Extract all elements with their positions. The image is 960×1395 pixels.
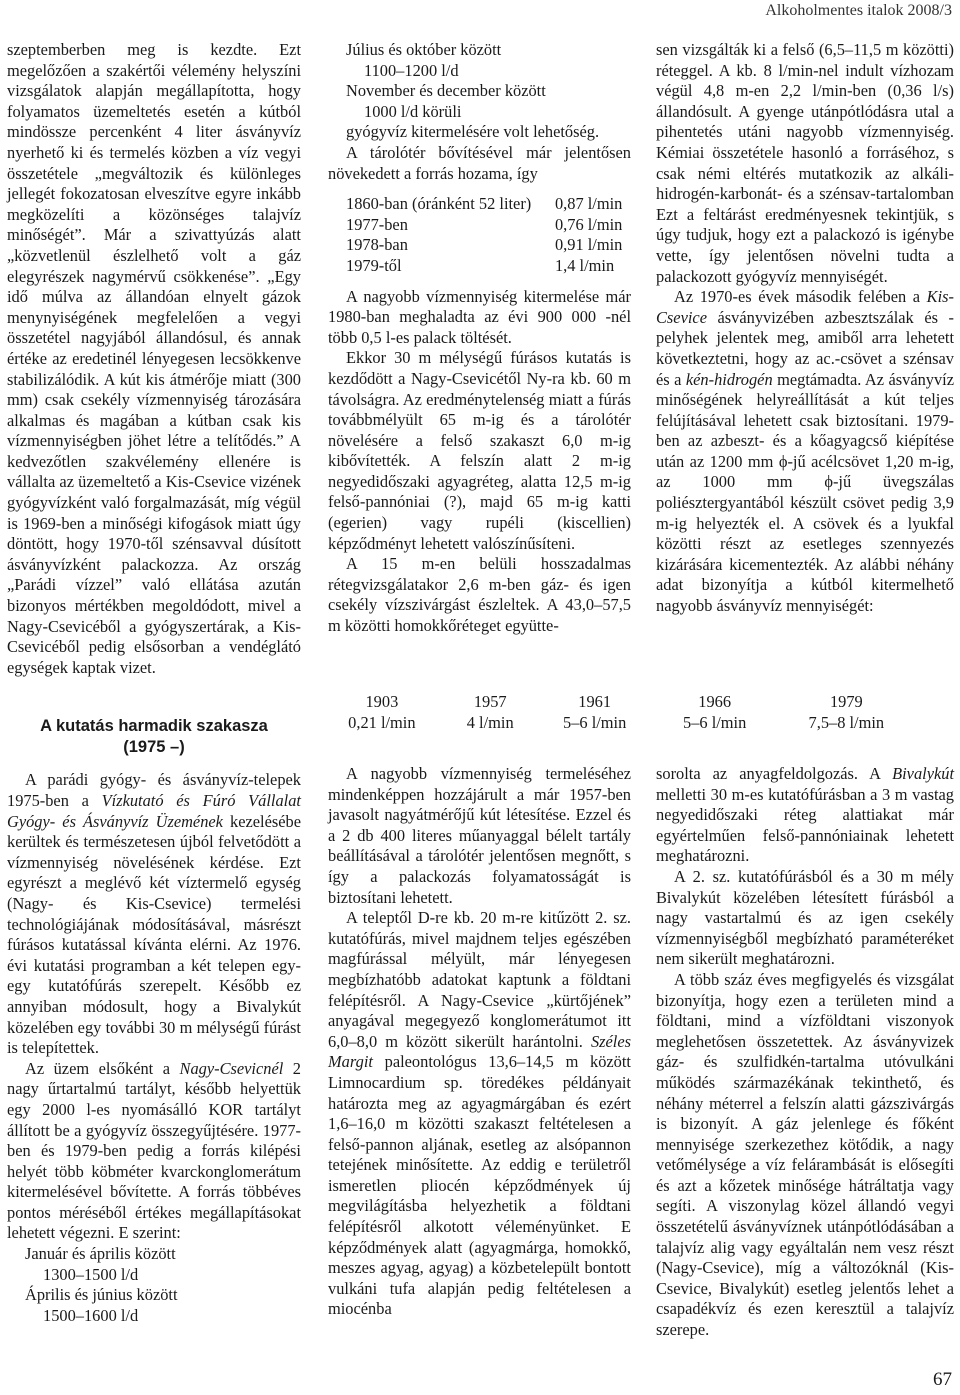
table-cell-value: 1,4 l/min xyxy=(554,255,615,275)
season-value: 1100–1200 l/d xyxy=(364,60,459,80)
paragraph: gyógyvíz kitermelésére volt lehetőség. xyxy=(346,122,600,142)
column-2-bottom xyxy=(328,764,631,1320)
season-label: Január és április között xyxy=(25,1244,176,1264)
year-cell: 1961 xyxy=(578,692,612,711)
season-label: November és december között xyxy=(346,81,546,101)
column-1 xyxy=(7,40,301,1326)
running-header: Alkoholmentes italok 2008/3 xyxy=(765,2,952,19)
paragraph: Ekkor 30 m mélységű fúrásos kutatás is kezdődött a Nagy-Csevicétől Ny-ra kb. 60 m távolságra. Az eredménytelenség miatt a fúrás továbbmélyült 65 m-ig és a tárolótér növelésére a felső szakaszt 6,0 m-ig kibővítették. A felszín alatt 2 m-ig negyedidőszaki agyagréteg, alatta 12,5 m-ig felső-pannóniai (?), majd 65 m-ig katti (egerien) vagy rupéli (kiscellien) képződményt lehetett valószínűsíteni. xyxy=(328,348,631,553)
flow-table xyxy=(346,194,631,276)
value-cell: 4 l/min xyxy=(466,712,514,732)
season-value: 1000 l/d körüli xyxy=(364,101,462,121)
table-row xyxy=(346,194,631,215)
value-cell: 0,21 l/min xyxy=(348,712,416,732)
paragraph: A nagyobb vízmennyiség termeléséhez mindenképpen hozzájárult a már 1957-ben javasolt nagyátmérőjű kút létesítése. Ezzel és a 2 db 400 literes műanyaggal bélelt tartály beállításával a tárolótér jelentősen megnőtt, s így a palackozás folyamatosságát is biztosítani lehetett. xyxy=(328,764,631,907)
year-cell: 1957 xyxy=(473,692,507,711)
column-2-top xyxy=(328,40,631,637)
paragraph: A teleptől D-re kb. 20 m-re kitűzött 2. sz. kutatófúrás, mivel majdnem teljes egészében magfúrással mélyült, már lényegesen megbízhatóbb adatokat kaptunk a földtani felépítésről. A Nagy-Csevice „kürtőjének” anyagával megegyező konglomerátumot itt 6,0–8,0 m között sikerült harántolni. Széles Margit paleontológus 13,6–14,5 m között Limnocardium sp. töredékes példányait határozta meg az agyagmárgában és ezért 1,6–16,0 m közötti szakaszt feltételesen a felső-pannon aljának, esetleg az alsópannon tetejének minősítette. Az eddig e területről ismeretlen pliocén képződmények új megvilágításba helyezhetik a földtani felépítésről alkotott véleményünket. E képződmények alatt (agyagmárga, homokkő, meszes agyag, agyag) a közbetelepült bontott vulkáni tufa alapján pedig feltételesen a miocénba xyxy=(328,908,631,1319)
table-cell-value: 0,87 l/min xyxy=(554,194,623,214)
year-cell: 1979 xyxy=(829,692,863,711)
table-cell-label: 1979-től xyxy=(346,255,402,275)
section-heading-title: A kutatás harmadik szakasza xyxy=(40,717,268,736)
table-cell-label: 1978-ban xyxy=(346,235,408,255)
table-row xyxy=(346,256,631,277)
table-cell-label: 1860-ban (óránként 52 liter) xyxy=(346,194,532,214)
value-cell: 7,5–8 l/min xyxy=(808,712,885,732)
table-cell-value: 0,91 l/min xyxy=(554,235,623,255)
table-row xyxy=(346,235,631,256)
paragraph: Az üzem elsőként a Nagy-Csevicnél 2 nagy űrtartalmú tartályt, később helyettük egy 2000 l-es nyomásálló KOR tartályt állított be a gyógyvíz összegyűjtésére. 1977-ben és 1979-ben pedig a forrás kilépési helyét több köbméter kvarckonglomerátum kitermelésével bővítette. A forrás többéves pontos méréséből értékes megállapításokat lehetett végezni. E szerint: xyxy=(7,1058,301,1243)
column-3-bottom xyxy=(656,764,954,1341)
paragraph: A 15 m-en belüli hosszadalmas rétegvizsgálatakor 2,6 m-ben gáz- és igen csekély vízszivárgást észleltek. A 43,0–57,5 m közötti homokkőréteget együtte- xyxy=(328,554,631,636)
paragraph: A 2. sz. kutatófúrásból és a 30 m mély Bivalykút közelében létesített fúrásból a nagy vastartalmú és az igen csekély vízmennyiségből megbízható paraméteréket nem sikerült meghatározni. xyxy=(656,866,954,969)
section-heading xyxy=(7,716,301,758)
spring-name: Nagy-Csevicnél xyxy=(179,1058,284,1078)
paragraph: Az 1970-es évek második felében a Kis-Csevice ásványvizében azbesztszálak és -pelyhek jelentek meg, amiből arra lehetett következtetni, hogy az ac.-csövet a szénsav és a kén-hidrogén megtámadta. Az ásványvíz minőségének helyreállítását a kút teljes felújításával lehetett csak biztosítani. 1979-ben az azbeszt- és a kőagyagcső kiépítése után az 1200 mm ϕ-jű acélcsövet 1,20 m-ig, az 1000 mm ϕ-jű üvegszálas poliésztergyantából készült csövet pedig 3,9 m-ig helyezték el. A csövek és a lyukfal közötti részt az esetleges szennyezés kizárására kicementezték. Az alábbi néhány adat bizonyítja a kútból kitermelhető nagyobb ásványvíz mennyiségét: xyxy=(656,287,955,616)
table-row xyxy=(346,215,631,236)
chemical-name: kén-hidrogén xyxy=(685,369,773,389)
season-value: 1500–1600 l/d xyxy=(43,1305,139,1325)
yearly-yield-table xyxy=(318,692,918,733)
season-label: Április és június között xyxy=(25,1285,178,1305)
paragraph: szeptemberben meg is kezdte. Ezt megelőzően a szakértői vélemény helyszíni vizsgálatok alapján megállapította, hogy folyamatos üzemeltetés esetén a kútból mindössze percenként 4 liter ásványvíz nyerhető ki és termelés közben a víz vegyi összetétele „megváltozik és különleges jellegét fokozatosan elveszítve egyre inkább megközelíti a közönséges talajvíz minőségét”. Már a szivattyúzás alatt „közvetlenül észlelhető volt a gáz elegyrészek nagymérvű csökkenése”. „Egy idő múlva az állandóan elnyelt gázok menynyiségének megfelelően a vegyi összetétel nagyjából állandósul, és annak értéke az eredetinél lényegesen lecsökkenve stabilizálódik. A kút kis átmérője miatt (300 mm) csak csekély vízmennyiség tározására alkalmas és magában a kútban csak kis vízmennyiségben jöhet létre a telítődés.” A kedvezőtlen szakvélemény ellenére is vállalta az üzemeltető a Kis-Csevice vizének gyógyvízként való forgalmazását, míg végül is 1969-ben a minőségi kifogások miatt úgy döntött, hogy 1970-től szénsavval dúsított ásványvízként palackozza. Az ország „Parádi vízzel” való ellátása azután bizonyos mértékben megoldódott, mivel a Nagy-Csevicéből a gyógyszertárak, a Kis-Csevicéből pedig elsősorban a vendéglátó egységek kaptak vizet. xyxy=(7,40,301,677)
paragraph: sorolta az anyagfeldolgozás. A Bivalykút melletti 30 m-es kutatófúrásban a 3 m vastag negyedidőszaki réteg alattiakat már egyértelműen felső-pannóniainak lehetett meghatározni. xyxy=(656,764,954,866)
paragraph: A tárolótér bővítésével már jelentősen növekedett a forrás hozama, így xyxy=(328,142,631,183)
table-cell-label: 1977-ben xyxy=(346,214,408,234)
season-label: Július és október között xyxy=(346,40,502,59)
spring-name: Bivalykút xyxy=(892,764,954,783)
table-row-years xyxy=(318,692,918,713)
value-cell: 5–6 l/min xyxy=(563,712,627,732)
spring-name: Kis-Csevice xyxy=(656,287,954,327)
section-heading-years: (1975 –) xyxy=(123,738,185,757)
season-value: 1300–1500 l/d xyxy=(43,1264,139,1284)
year-cell: 1966 xyxy=(698,692,732,711)
paragraph: A több száz éves megfigyelés és vizsgálat bizonyítja, hogy ezen a területen mind a földtani, mind a vízföldtani viszonyok meglehetősen összetettek. Az ásványvizek gáz- és szulfidkén-tartalma utóvulkáni működés származékának tekinthető, és néhány méterrel a felszín alatti gázszivárgás is bizonyít. A gáz jelenlege és főként mennyisége szerkezethez kötődik, a nagy vetőmélysége a víz felárambását is elősegíti és azt a kőzetek minősége hátráltatja vagy segíti. A viszonylag közel állandó vegyi összetételű ásványvíznek utánpótlódásában a talajvíz alig vagy egyáltalán nem vesz részt (Nagy-Csevice), míg a változóknál (Kis-Csevice, Bivalykút) esetleg jelentős lehet a csapadékvíz és ezen keresztül a talajvíz szerepe. xyxy=(656,969,954,1340)
page-number: 67 xyxy=(933,1369,952,1390)
table-cell-value: 0,76 l/min xyxy=(554,214,623,234)
table-row-values xyxy=(318,713,918,734)
paragraph: A nagyobb vízmennyiség kitermelése már 1980-ban meghaladta az évi 900 000 -nél több 0,5 l-es palack töltését. xyxy=(328,286,631,347)
column-3-top xyxy=(656,40,954,617)
company-name: Vízkutató és Fúró Vállalat Gyógy- és Ásványvíz Üzemének xyxy=(7,791,301,831)
person-name: Széles Margit xyxy=(328,1031,631,1072)
paragraph: sen vizsgálták ki a felső (6,5–11,5 m közötti) réteggel. A kb. 8 l/min-nel indult vízhozam végül 4,8 m-en 2,2 l/min-ben (0,36 l/s) állandósult. A gyenge utánpótlódásra utal a pihentetés utáni nagyobb vízmennyiség. Kémiai összetétele hasonló a forráséhoz, s csak némi eltérés mutatkozik az alkáli-hidrogén-karbonát- és a szénsav-tartalomban Ezt a feltárást eredményesnek tekintjük, s úgy tudjuk, hogy ezt a palackozó is igénybe vette, így jelentősen növelni tudta a palackozott gyógyvíz mennyiségét. xyxy=(656,40,954,286)
value-cell: 5–6 l/min xyxy=(683,712,747,732)
paragraph: A parádi gyógy- és ásványvíz-telepek 1975-ben a Vízkutató és Fúró Vállalat Gyógy- és Ásványvíz Üzemének kezelésébe kerültek és természetesen újból felvetődött a vízmennyiség növelésének kérdése. Ezt egyrészt a meglévő két víztermelő egység (Nagy- és Kis-Csevice) termelési technológiájának módosításával, másrészt fúrásos kutatással kívánta elérni. Az 1976. évi kutatási programban a két telepen egy-egy kutatófúrás szerepelt. Később ez annyiban módosult, hogy a Bivalykút közelében egy további 30 m mélységű fúrást is telepítettek. xyxy=(7,770,301,1058)
year-cell: 1903 xyxy=(365,692,399,711)
